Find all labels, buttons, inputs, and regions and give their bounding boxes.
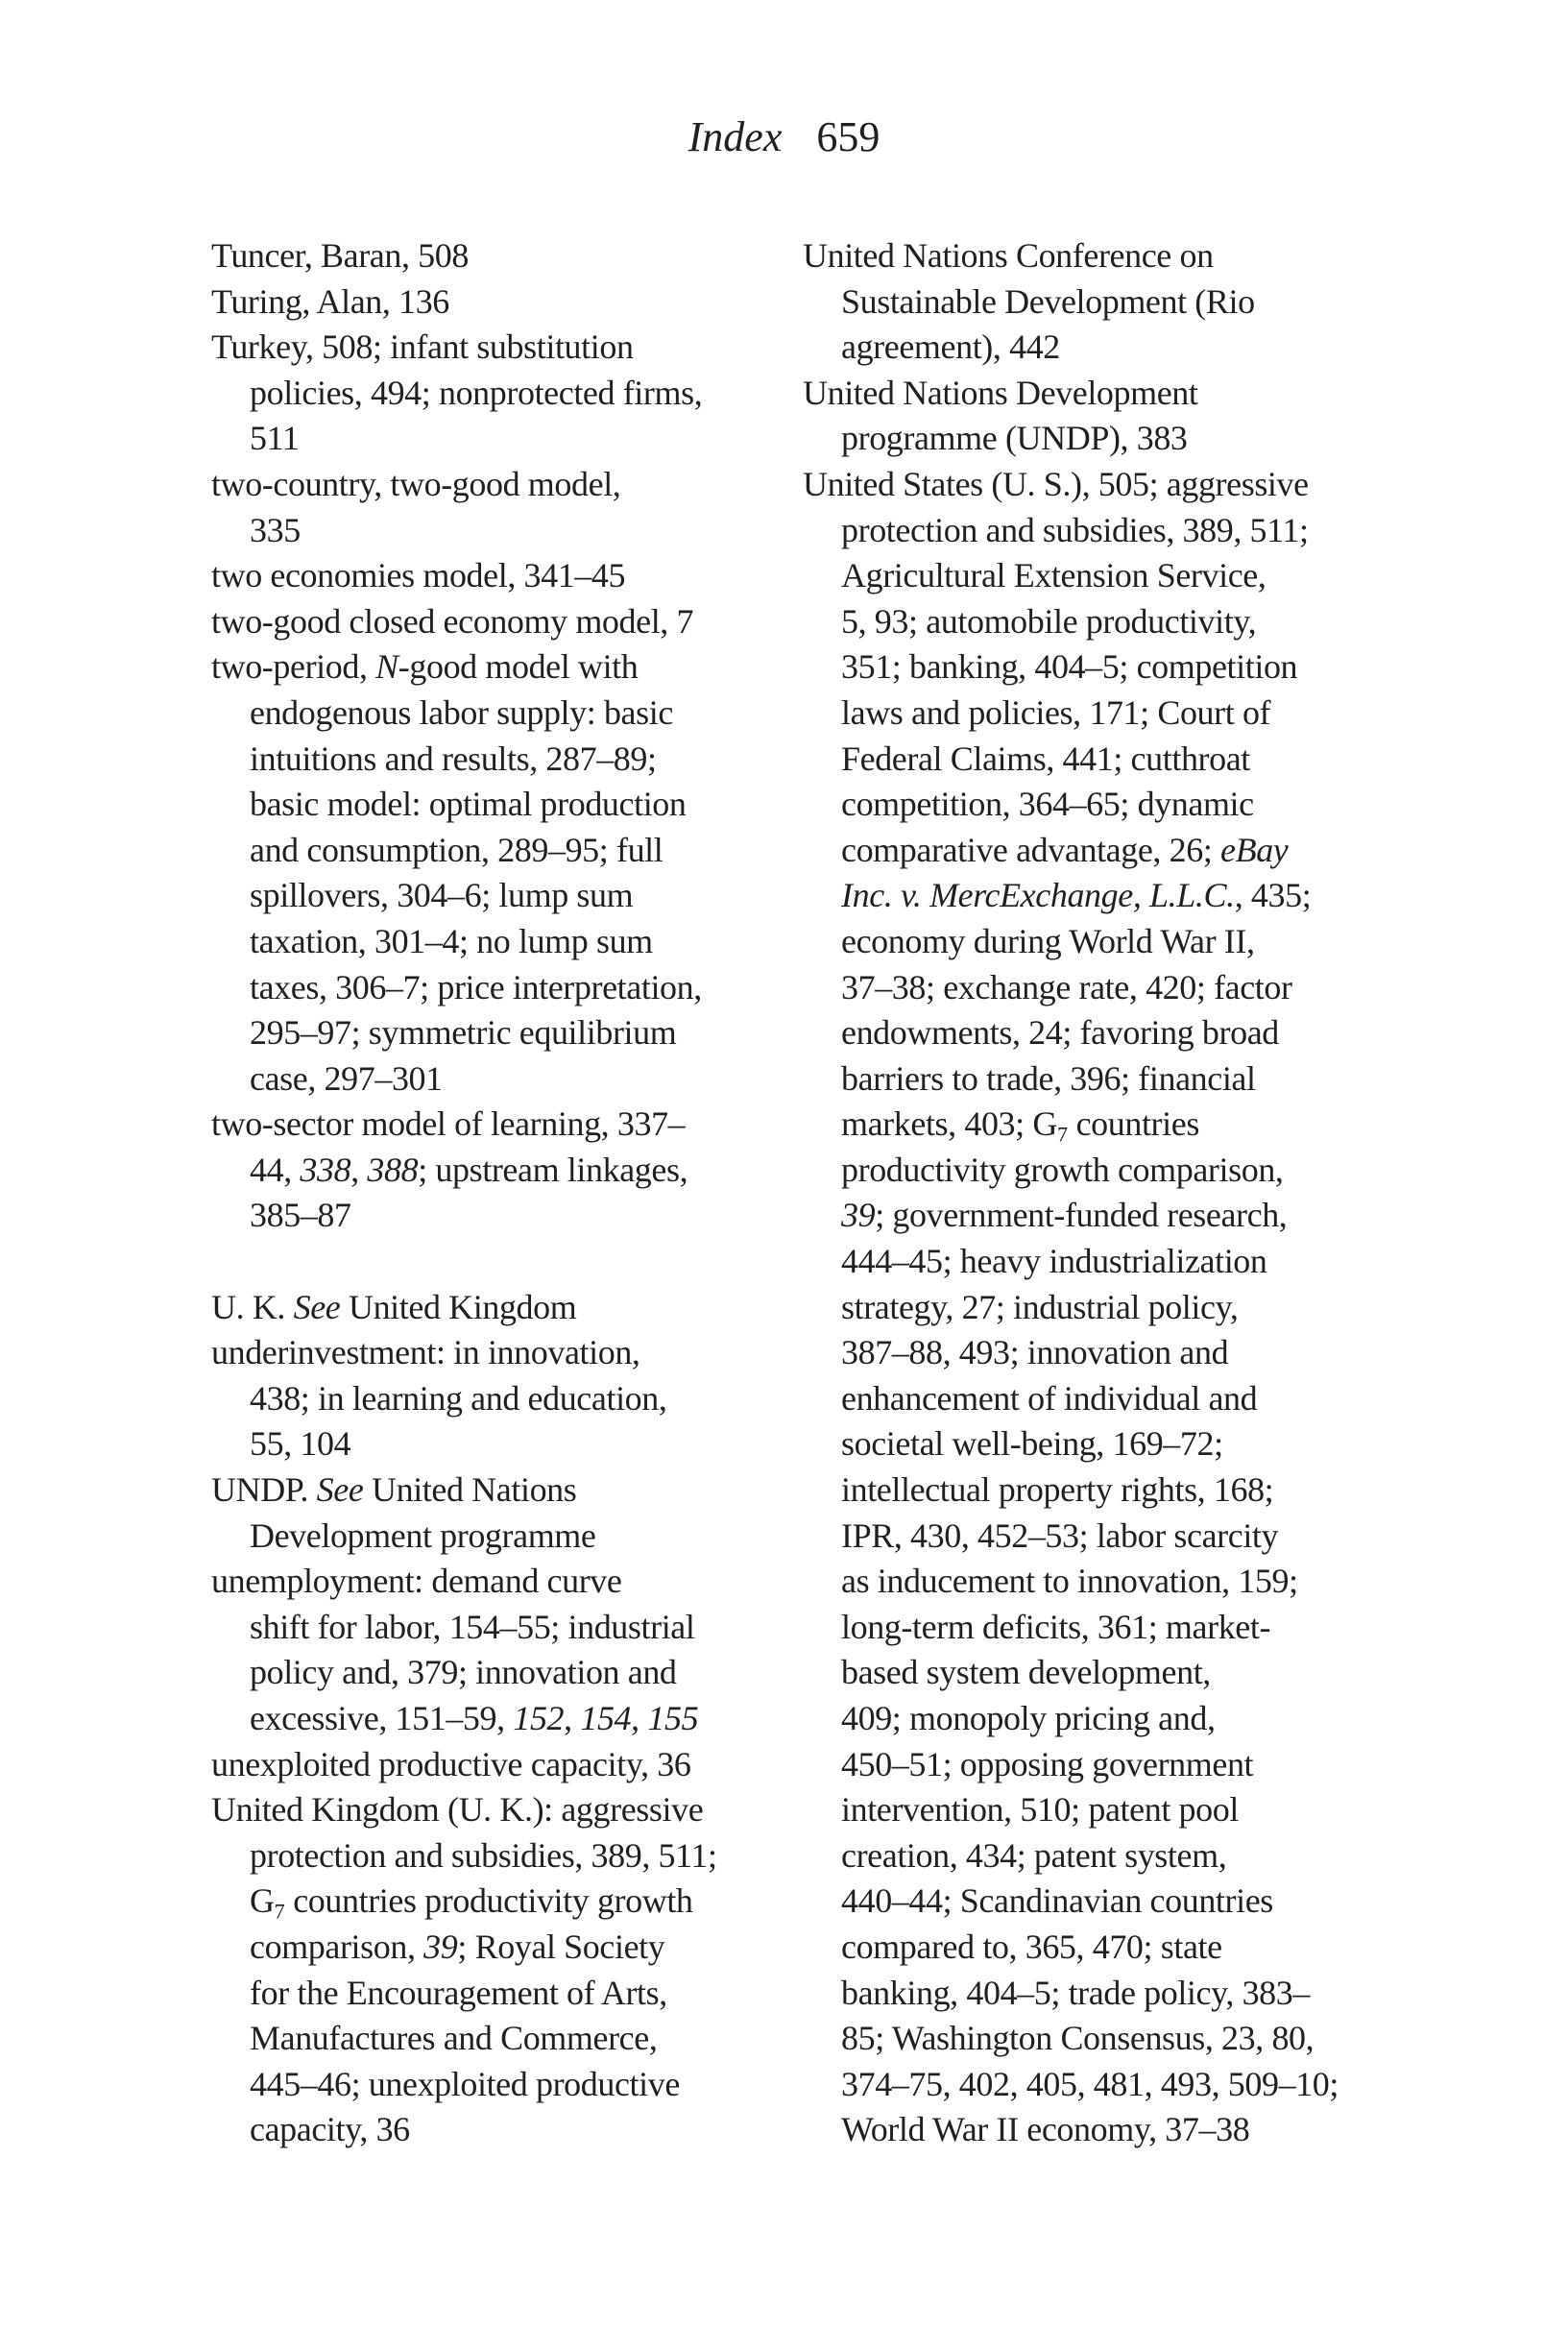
index-column-left: [211, 233, 793, 2153]
text-segment: countries productivity growth: [284, 1881, 693, 1921]
index-line: [211, 599, 793, 645]
index-line: [803, 1467, 1427, 1514]
text-segment: 85; Washington Consensus, 23, 80,: [841, 2019, 1315, 2058]
index-line: [211, 416, 793, 462]
index-line: [211, 462, 793, 508]
index-line: [803, 599, 1427, 645]
text-segment: Agricultural Extension Service,: [841, 556, 1266, 595]
index-line: [803, 553, 1427, 599]
text-segment: 409; monopoly pricing and,: [841, 1699, 1216, 1737]
text-segment: long-term deficits, 361; market-: [841, 1607, 1271, 1646]
index-line: [211, 1605, 793, 1651]
text-segment: 445–46; unexploited productive: [250, 2064, 680, 2103]
index-line: [803, 2107, 1427, 2153]
index-line: [803, 279, 1427, 326]
text-segment: 374–75, 402, 405, 481, 493, 509–10;: [841, 2064, 1339, 2103]
text-segment: for the Encouragement of Arts,: [250, 1973, 667, 2012]
text-segment: ; upstream linkages,: [418, 1150, 688, 1189]
text-segment: ; government-funded research,: [875, 1196, 1288, 1235]
text-segment: policy and, 379; innovation and: [250, 1653, 677, 1692]
index-line: [803, 325, 1427, 371]
index-line: [803, 1514, 1427, 1560]
text-segment: taxation, 301–4; no lump sum: [250, 921, 653, 960]
text-segment: comparative advantage, 26;: [841, 830, 1221, 869]
index-line: [211, 2016, 793, 2062]
subscript-text: 7: [1056, 1122, 1068, 1147]
index-line: [211, 1879, 793, 1925]
index-line: [211, 233, 793, 279]
text-segment: 37–38; exchange rate, 420; factor: [841, 967, 1292, 1006]
index-line: [211, 965, 793, 1011]
index-line: [803, 691, 1427, 737]
index-line: [803, 1833, 1427, 1879]
page-header-title: Index: [688, 113, 783, 160]
index-line: [211, 1102, 793, 1148]
italic-text: 39: [423, 1927, 458, 1966]
italic-text: See: [293, 1287, 341, 1326]
index-line: [211, 919, 793, 965]
index-line: [211, 1925, 793, 1971]
text-segment: competition, 364–65; dynamic: [841, 785, 1254, 824]
text-segment: laws and policies, 171; Court of: [841, 692, 1271, 732]
index-line: [803, 1742, 1427, 1788]
index-line: [211, 279, 793, 326]
index-line: [803, 1971, 1427, 2017]
text-segment: unexploited productive capacity, 36: [211, 1744, 691, 1783]
text-segment: barriers to trade, 396; financial: [841, 1058, 1256, 1098]
index-line: [211, 1376, 793, 1422]
italic-text: Inc. v. MercExchange, L.L.C.: [841, 876, 1235, 915]
text-segment: countries: [1067, 1104, 1199, 1144]
index-line: [803, 233, 1427, 279]
text-segment: 438; in learning and education,: [250, 1378, 667, 1418]
page-header: [0, 113, 1568, 161]
index-line: [211, 1787, 793, 1833]
text-segment: capacity, 36: [250, 2110, 410, 2149]
index-line: [803, 1421, 1427, 1467]
index-line: [803, 828, 1427, 874]
index-line: [803, 1559, 1427, 1605]
italic-text: 155: [647, 1699, 699, 1737]
index-line: [211, 1514, 793, 1560]
index-line: [211, 1971, 793, 2017]
index-line: [211, 782, 793, 828]
index-line: [803, 508, 1427, 554]
text-segment: endowments, 24; favoring broad: [841, 1013, 1279, 1053]
index-line: [803, 416, 1427, 462]
text-segment: spillovers, 304–6; lump sum: [250, 876, 634, 915]
italic-text: 338: [300, 1150, 351, 1189]
text-segment: ; Royal Society: [457, 1927, 665, 1966]
text-segment: economy during World War II,: [841, 921, 1255, 960]
text-segment: 450–51; opposing government: [841, 1744, 1254, 1783]
text-segment: United Kingdom (U. K.): aggressive: [211, 1790, 704, 1830]
text-segment: basic model: optimal production: [250, 785, 687, 824]
text-segment: intuitions and results, 287–89;: [250, 739, 657, 778]
index-line: [803, 1650, 1427, 1696]
index-line: [803, 737, 1427, 783]
index-line: [803, 371, 1427, 417]
index-blank-line: [211, 1239, 793, 1285]
index-line: [803, 1605, 1427, 1651]
italic-text: 39: [841, 1196, 876, 1235]
index-line: [211, 1696, 793, 1742]
text-segment: ,: [631, 1699, 648, 1737]
index-line: [211, 1650, 793, 1696]
index-line: [211, 691, 793, 737]
text-segment: Sustainable Development (Rio: [841, 281, 1255, 321]
text-segment: societal well-being, 169–72;: [841, 1424, 1223, 1464]
text-segment: intervention, 510; patent pool: [841, 1790, 1239, 1830]
text-segment: Turing, Alan, 136: [211, 281, 449, 321]
text-segment: productivity growth comparison,: [841, 1150, 1284, 1189]
text-segment: Tuncer, Baran, 508: [211, 236, 469, 275]
index-line: [803, 1925, 1427, 1971]
text-segment: two economies model, 341–45: [211, 556, 626, 595]
text-segment: two-good closed economy model, 7: [211, 601, 694, 641]
index-line: [211, 1193, 793, 1239]
text-segment: taxes, 306–7; price interpretation,: [250, 967, 702, 1006]
index-line: [211, 644, 793, 691]
text-segment: Development programme: [250, 1515, 596, 1555]
text-segment: creation, 434; patent system,: [841, 1835, 1227, 1875]
index-line: [803, 2062, 1427, 2108]
text-segment: U. K.: [211, 1287, 294, 1326]
index-line: [803, 1696, 1427, 1742]
index-line: [211, 508, 793, 554]
text-segment: unemployment: demand curve: [211, 1562, 622, 1601]
index-line: [803, 1239, 1427, 1285]
text-segment: World War II economy, 37–38: [841, 2110, 1250, 2149]
text-segment: 385–87: [250, 1196, 351, 1235]
text-segment: banking, 404–5; trade policy, 383–: [841, 1973, 1310, 2012]
text-segment: 44,: [250, 1150, 301, 1189]
index-line: [211, 828, 793, 874]
italic-text: See: [316, 1470, 364, 1510]
text-segment: 55, 104: [250, 1424, 351, 1464]
page-number: 659: [816, 113, 880, 160]
text-segment: 295–97; symmetric equilibrium: [250, 1013, 677, 1053]
text-segment: 440–44; Scandinavian countries: [841, 1881, 1273, 1921]
italic-text: N: [375, 647, 398, 687]
text-segment: 351; banking, 404–5; competition: [841, 647, 1298, 687]
index-line: [211, 1010, 793, 1056]
index-line: [211, 1285, 793, 1331]
text-segment: case, 297–301: [250, 1058, 443, 1098]
text-segment: underinvestment: in innovation,: [211, 1333, 640, 1372]
subscript-text: 7: [274, 1899, 285, 1924]
text-segment: based system development,: [841, 1653, 1211, 1692]
text-segment: United States (U. S.), 505; aggressive: [803, 464, 1309, 503]
index-line: [803, 965, 1427, 1011]
index-line: [211, 1559, 793, 1605]
index-line: [211, 1148, 793, 1194]
text-segment: ,: [564, 1699, 581, 1737]
index-line: [803, 2016, 1427, 2062]
index-line: [803, 1193, 1427, 1239]
index-line: [211, 371, 793, 417]
text-segment: 444–45; heavy industrialization: [841, 1242, 1267, 1281]
index-line: [803, 1148, 1427, 1194]
index-line: [803, 873, 1427, 919]
text-segment: compared to, 365, 470; state: [841, 1927, 1222, 1966]
text-segment: policies, 494; nonprotected firms,: [250, 373, 703, 412]
index-line: [803, 1285, 1427, 1331]
text-segment: as inducement to innovation, 159;: [841, 1562, 1298, 1601]
index-line: [211, 325, 793, 371]
index-line: [211, 1056, 793, 1103]
text-segment: 335: [250, 510, 301, 549]
index-line: [211, 737, 793, 783]
italic-text: 154: [580, 1699, 632, 1737]
text-segment: intellectual property rights, 168;: [841, 1470, 1274, 1510]
index-line: [211, 1742, 793, 1788]
index-line: [803, 1376, 1427, 1422]
text-segment: endogenous labor supply: basic: [250, 692, 673, 732]
index-line: [211, 1467, 793, 1514]
text-segment: protection and subsidies, 389, 511;: [250, 1835, 717, 1875]
index-line: [803, 919, 1427, 965]
index-line: [803, 1010, 1427, 1056]
index-line: [211, 2062, 793, 2108]
text-segment: programme (UNDP), 383: [841, 419, 1188, 458]
text-segment: United Kingdom: [340, 1287, 577, 1326]
text-segment: Turkey, 508; infant substitution: [211, 327, 634, 367]
index-line: [211, 553, 793, 599]
index-line: [803, 1787, 1427, 1833]
text-segment: -good model with: [398, 647, 639, 687]
text-segment: Manufactures and Commerce,: [250, 2019, 658, 2058]
italic-text: 388: [367, 1150, 419, 1189]
text-segment: shift for labor, 154–55; industrial: [250, 1607, 695, 1646]
text-segment: 511: [250, 419, 300, 458]
text-segment: agreement), 442: [841, 327, 1060, 367]
index-column-right: [803, 233, 1427, 2153]
index-line: [211, 1330, 793, 1376]
text-segment: enhancement of individual and: [841, 1378, 1258, 1418]
text-segment: two-sector model of learning, 337–: [211, 1104, 686, 1144]
text-segment: strategy, 27; industrial policy,: [841, 1287, 1239, 1326]
text-segment: G: [250, 1881, 275, 1921]
index-line: [803, 1879, 1427, 1925]
text-segment: United Nations: [363, 1470, 577, 1510]
text-segment: ,: [350, 1150, 368, 1189]
text-segment: comparison,: [250, 1927, 424, 1966]
text-segment: two-period,: [211, 647, 376, 687]
text-segment: United Nations Conference on: [803, 236, 1214, 275]
index-line: [803, 1056, 1427, 1103]
text-segment: and consumption, 289–95; full: [250, 830, 663, 869]
index-line: [803, 1102, 1427, 1148]
index-line: [211, 873, 793, 919]
index-line: [211, 1421, 793, 1467]
text-segment: 387–88, 493; innovation and: [841, 1333, 1229, 1372]
text-segment: two-country, two-good model,: [211, 464, 621, 503]
index-line: [803, 782, 1427, 828]
index-line: [803, 1330, 1427, 1376]
italic-text: 152: [513, 1699, 565, 1737]
index-line: [803, 462, 1427, 508]
index-line: [211, 1833, 793, 1879]
text-segment: , 435;: [1234, 876, 1312, 915]
text-segment: 5, 93; automobile productivity,: [841, 601, 1257, 641]
text-segment: United Nations Development: [803, 373, 1198, 412]
text-segment: UNDP.: [211, 1470, 317, 1510]
text-segment: IPR, 430, 452–53; labor scarcity: [841, 1515, 1279, 1555]
text-segment: excessive, 151–59,: [250, 1699, 514, 1737]
index-line: [803, 644, 1427, 691]
text-segment: Federal Claims, 441; cutthroat: [841, 739, 1250, 778]
italic-text: eBay: [1220, 830, 1289, 869]
text-segment: markets, 403; G: [841, 1104, 1057, 1144]
text-segment: protection and subsidies, 389, 511;: [841, 510, 1309, 549]
index-line: [211, 2107, 793, 2153]
